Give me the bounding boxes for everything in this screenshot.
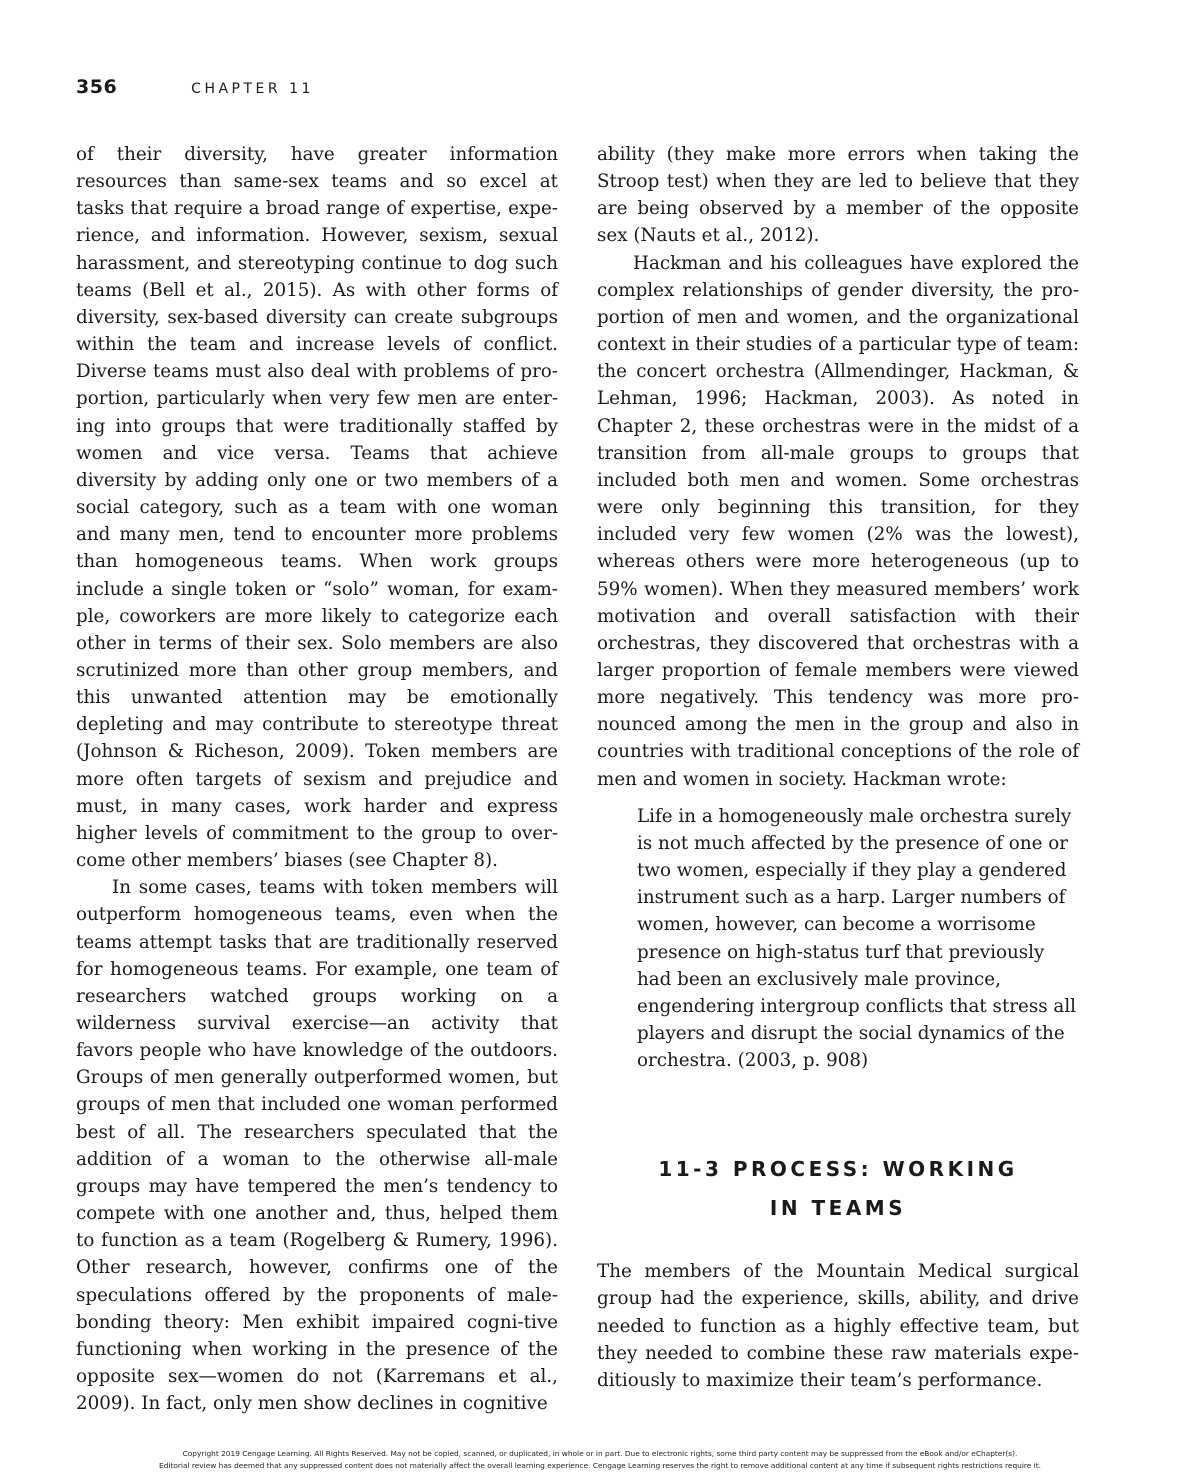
right-paragraph-1: ability (they make more errors when taking the Stroop test) when they are led to believe that they are being observed by a member of the opposite sex (Nauts et al., 2012).: [597, 144, 1079, 247]
chapter-label: CHAPTER 11: [191, 81, 314, 97]
block-quote: Life in a homogeneously male orchestra surely is not much affected by the presence of one or two women, especially if they play a gendered instrument such as a harp. Larger numbers of women, however, can become a worrisome presence on high-status turf that previously had been an exclusively male province, engendering intergroup conflicts that stress all players and disrupt the social dynamics of the orchestra. (2003, p. 908): [637, 805, 1077, 1072]
right-paragraph-2: Hackman and his colleagues have explored the complex relationships of gender diversity, the pro-portion of men and women, and the organizational context in their studies of a particular type of team: the concert orchestra (Allmendinger, Hackman, & Lehman, 1996; Hackman, 2003). As noted in Chapter 2, these orchestras were in the midst of a transition from all-male groups to groups that included both men and women. Some orchestras were only beginning this transition, for they included very few women (2% was the lowest), whereas others were more heterogeneous (up to 59% women). When they measured members’ work motivation and overall satisfaction with their orchestras, they discovered that orchestras with a larger proportion of female members were viewed more negatively. This tendency was more pro-nounced among the men in the group and also in countries with traditional conceptions of the role of men and women in society. Hackman wrote:: [597, 252, 1079, 790]
page-number: 356: [76, 76, 118, 98]
footer-line-1: Copyright 2019 Cengage Learning. All Rights Reserved. May not be copied, scanned, or duplicated, in whole or in part. Due to electronic rights, some third party content may be suppressed from the eBook and/or eChapter(s).: [182, 1449, 1018, 1458]
left-paragraph-2: In some cases, teams with token members will outperform homogeneous teams, even when the teams attempt tasks that are traditionally reserved for homogeneous teams. For example, one team of researchers watched groups working on a wilderness survival exercise—an activity that favors people who have knowledge of the outdoors. Groups of men generally outperformed women, but groups of men that included one woman performed best of all. The researchers speculated that the addition of a woman to the otherwise all-male groups may have tempered the men’s tendency to compete with one another and, thus, helped them to function as a team (Rogelberg & Rumery, 1996). Other research, however, confirms one of the speculations offered by the proponents of male-bonding theory: Men exhibit impaired cogni-tive functioning when working in the presence of the opposite sex—women do not (Karremans et al., 2009). In fact, only men show declines in cognitive: [76, 877, 558, 1415]
section-heading-line-2: IN TEAMS: [769, 1196, 907, 1221]
copyright-footer: [0, 1448, 1200, 1472]
right-column: [597, 141, 1079, 1394]
section-heading-line-1: 11-3 PROCESS: WORKING: [658, 1157, 1018, 1182]
section-heading: [597, 1150, 1079, 1228]
right-paragraph-3: The members of the Mountain Medical surgical group had the experience, skills, ability, and drive needed to function as a highly effective team, but they needed to combine these raw materials expe-ditiously to maximize their team’s performance.: [597, 1261, 1079, 1391]
left-column: [76, 141, 558, 1417]
footer-line-2: Editorial review has deemed that any suppressed content does not materially affect the overall learning experience. Cengage Learning reserves the right to remove additional content at any time if subsequent rights restrictions require it.: [159, 1461, 1041, 1470]
left-paragraph-1: of their diversity, have greater information resources than same-sex teams and so excel at tasks that require a broad range of expertise, expe-rience, and information. However, sexism, sexual harassment, and stereotyping continue to dog such teams (Bell et al., 2015). As with other forms of diversity, sex-based diversity can create subgroups within the team and increase levels of conflict. Diverse teams must also deal with problems of pro-portion, particularly when very few men are enter-ing into groups that were traditionally staffed by women and vice versa. Teams that achieve diversity by adding only one or two members of a social category, such as a team with one woman and many men, tend to encounter more problems than homogeneous teams. When work groups include a single token or “solo” woman, for exam-ple, coworkers are more likely to categorize each other in terms of their sex. Solo members are also scrutinized more than other group members, and this unwanted attention may be emotionally depleting and may contribute to stereotype threat (Johnson & Richeson, 2009). Token members are more often targets of sexism and prejudice and must, in many cases, work harder and express higher levels of commitment to the group to over-come other members’ biases (see Chapter 8).: [76, 144, 558, 872]
running-header: [76, 76, 314, 106]
